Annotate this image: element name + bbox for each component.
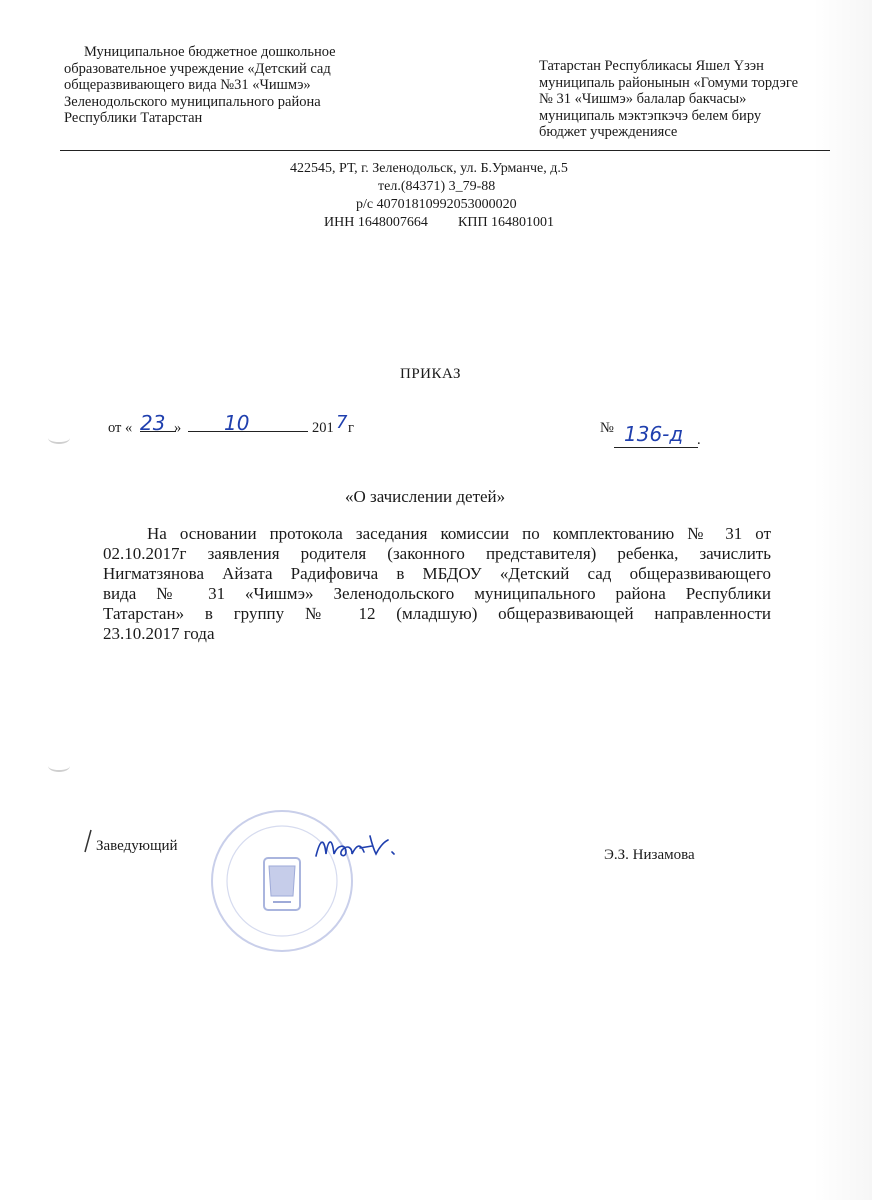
number-suffix: . [697,432,701,448]
date-year-handwritten: 7 [336,412,348,433]
inn-line: ИНН 1648007664 [324,215,428,230]
body-line: 23.10.2017 года [103,624,215,643]
header-right-line: Татарстан Республикасы Яшел Үзэн [539,58,764,74]
header-left-line: Зеленодольского муниципального района [64,93,321,110]
body-line: Татарстан» в группу № 12 (младшую) общеразвивающей направленности [103,604,771,623]
date-mid: » [174,420,182,436]
header-right-line: бюджет учреждениясе [539,124,678,140]
date-prefix: от « [108,420,133,436]
document-subject: «О зачислении детей» [345,487,506,506]
header-left-line: образовательное учреждение «Детский сад [64,60,331,77]
phone-line: тел.(84371) 3_79-88 [378,179,496,194]
number-prefix: № [600,420,614,436]
body-line: вида № 31 «Чишмэ» Зеленодольского муниципального района Республики [103,584,771,603]
account-line: р/с 40701810992053000020 [356,197,517,212]
body-line: На основании протокола заседания комиссии по комплектованию № 31 от [147,524,771,543]
header-right-line: муниципаль районынын «Гомуми тордэге [539,74,799,91]
punch-hole-mark [48,760,70,772]
handwritten-signature [312,826,412,866]
date-year-printed: 201 [312,420,334,436]
header-right-line: муниципаль мэктэпкэчэ белем биру [539,107,762,124]
date-suffix: г [348,420,354,436]
signatory-position: Заведующий [96,838,178,854]
body-line: 02.10.2017г заявления родителя (законного представителя) ребенка, зачислить [103,544,771,563]
signatory-name: Э.З. Низамова [604,847,695,863]
margin-tick-mark [82,828,94,854]
number-handwritten: 136-д [624,422,684,446]
punch-hole-mark [48,432,70,444]
header-right-block [539,58,839,141]
scan-shadow [812,0,872,1200]
document-body [103,524,771,644]
number-underline [614,447,698,448]
date-day-handwritten: 23 [140,411,166,435]
address-line: 422545, РТ, г. Зеленодольск, ул. Б.Урманче, д.5 [290,161,568,176]
header-left-block [64,44,394,127]
date-month-handwritten: 10 [224,411,250,435]
document-title: ПРИКАЗ [400,366,461,382]
body-line: Нигматзянова Айзата Радифовича в МБДОУ «Детский сад общеразвивающего [103,564,771,583]
header-divider [60,150,830,151]
header-left-line: Муниципальное бюджетное дошкольное [84,44,336,60]
kpp-line: КПП 164801001 [458,215,555,230]
header-right-line: № 31 «Чишмэ» балалар бакчасы» [539,91,747,107]
header-left-line: общеразвивающего вида №31 «Чишмэ» [64,77,311,93]
header-left-line: Республики Татарстан [64,110,203,126]
